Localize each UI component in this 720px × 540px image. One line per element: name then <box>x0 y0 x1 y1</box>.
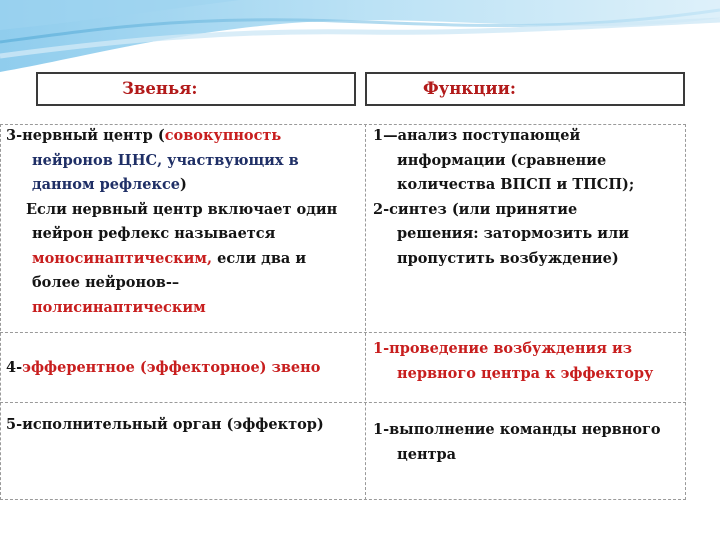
text-line: полисинаптическим <box>32 298 206 316</box>
header-links-label: Звенья: <box>122 79 198 98</box>
text-line: 2-синтез (или принятие <box>373 200 578 218</box>
text-line: 5-исполнительный орган (эффектор) <box>6 416 324 433</box>
header-functions <box>365 72 685 106</box>
text-line: Если нервный центр включает один <box>26 200 338 218</box>
text-line: нейронов ЦНС, участвующих в <box>32 151 299 169</box>
text-line: информации (сравнение <box>397 151 607 169</box>
text-line: 1-проведение возбуждения из <box>373 340 632 357</box>
header-links <box>36 72 356 106</box>
text-line: моносинаптическим, если два и <box>32 249 307 267</box>
text-line: центра <box>397 445 457 463</box>
text-line: нервного центра к эффектору <box>397 364 654 382</box>
text-line: 1-выполнение команды нервного <box>373 421 661 438</box>
text-line: более нейронов-– <box>32 274 180 291</box>
cell-effector-organ <box>6 413 324 438</box>
text-line: нейрон рефлекс называется <box>32 225 276 242</box>
row-divider-2 <box>0 402 686 403</box>
text-line: данном рефлексе) <box>32 176 187 193</box>
cell-nerve-center-functions <box>373 124 634 271</box>
text-line: 3-нервный центр (совокупность <box>6 127 282 144</box>
cell-efferent-link <box>6 356 320 381</box>
column-divider <box>365 124 366 500</box>
text-line: 4-эфферентное (эффекторное) звено <box>6 359 321 376</box>
cell-nerve-center <box>6 124 337 320</box>
text-line: пропустить возбуждение) <box>397 249 619 267</box>
cell-effector-functions <box>373 418 661 467</box>
cell-efferent-functions <box>373 337 653 386</box>
text-line: решения: затормозить или <box>397 225 629 242</box>
text-line: количества ВПСП и ТПСП); <box>397 176 635 193</box>
row-divider-1 <box>0 332 686 333</box>
text-line: 1—анализ поступающей <box>373 127 581 144</box>
header-functions-label: Функции: <box>423 79 516 98</box>
